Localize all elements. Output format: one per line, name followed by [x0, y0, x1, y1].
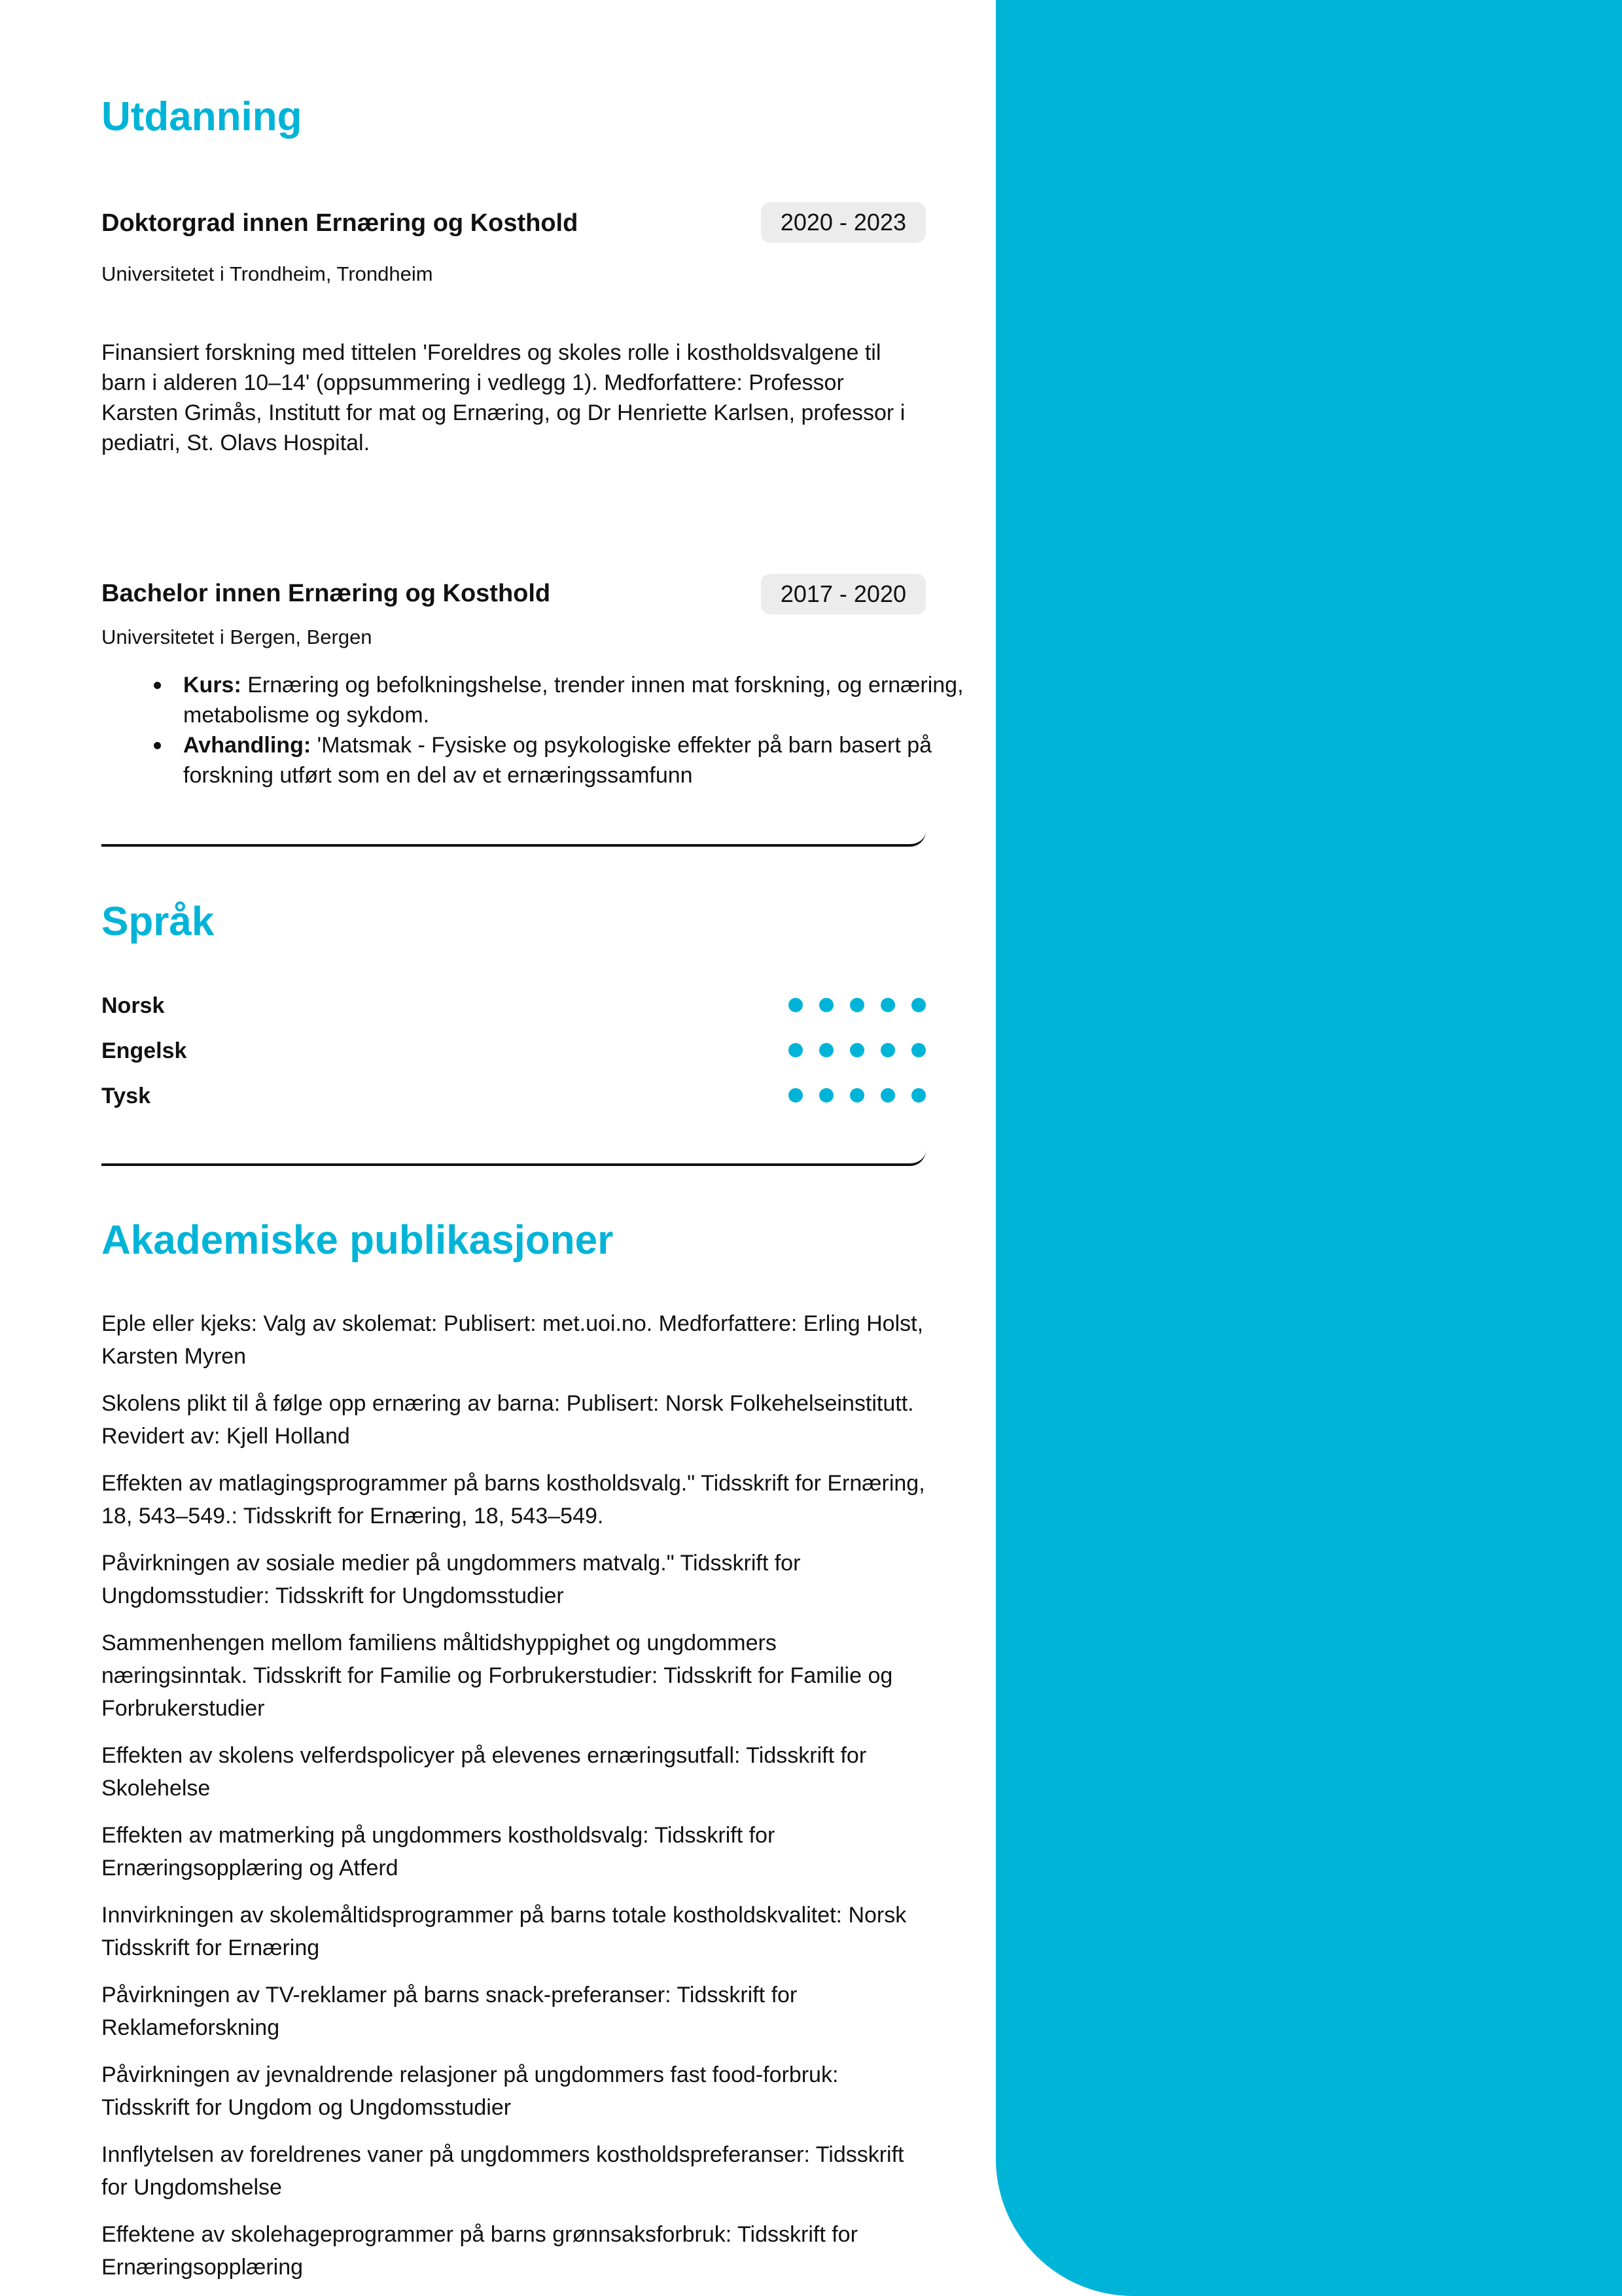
level-dot — [911, 998, 926, 1012]
language-level-dots — [788, 1043, 926, 1057]
education-entry-1-description: Finansiert forskning med tittelen 'Foreldres og skoles rolle i kostholdsvalgene til barn i alderen 10–14' (oppsummering i vedlegg 1). Medforfattere: Professor Karsten Grimås, Institutt for mat og Ernæring, og Dr Henriette Karlsen, professor i pediatri, St. Olavs Hospital. — [101, 340, 906, 455]
publication-item: Effekten av skolens velferdspolicyer på elevenes ernæringsutfall: Tidsskrift for Skolehelse — [101, 1743, 867, 1801]
publication-item: Påvirkningen av sosiale medier på ungdommers matvalg." Tidsskrift for Ungdomsstudier: Tidsskrift for Ungdomsstudier — [101, 1551, 801, 1608]
publication-item: Effekten av matlagingsprogrammer på barns kostholdsvalg." Tidsskrift for Ernæring, 18, 543–549.: Tidsskrift for Ernæring, 18, 543–549. — [101, 1471, 925, 1528]
language-row — [101, 1083, 926, 1109]
bullet-label: Avhandling: — [183, 733, 311, 758]
bullet-item — [183, 730, 1008, 790]
education-entry-1-degree: Doktorgrad innen Ernæring og Kosthold — [101, 209, 578, 237]
level-dot — [881, 1043, 895, 1057]
languages-heading: Språk — [101, 899, 215, 944]
publication-item: Innflytelsen av foreldrenes vaner på ungdommers kostholdspreferanser: Tidsskrift for Ungdomshelse — [101, 2142, 904, 2200]
publication-item: Påvirkningen av TV-reklamer på barns snack-preferanser: Tidsskrift for Reklameforskning — [101, 1983, 798, 2040]
level-dot — [788, 1043, 803, 1057]
education-entry-2-institution: Universitetet i Bergen, Bergen — [101, 626, 372, 648]
language-name: Tysk — [101, 1084, 150, 1108]
language-level-dots — [788, 1088, 926, 1103]
language-row — [101, 993, 926, 1019]
level-dot — [881, 1088, 895, 1103]
publication-item: Skolens plikt til å følge opp ernæring av barna: Publisert: Norsk Folkehelseinstitutt. Revidert av: Kjell Holland — [101, 1391, 914, 1449]
education-entry-2-degree: Bachelor innen Ernæring og Kosthold — [101, 580, 551, 607]
publication-item: Effekten av matmerking på ungdommers kostholdsvalg: Tidsskrift for Ernæringsopplæring og Atferd — [101, 1823, 775, 1881]
level-dot — [819, 998, 834, 1012]
section-divider — [101, 1150, 926, 1166]
level-dot — [911, 1043, 926, 1057]
publication-item: Innvirkningen av skolemåltidsprogrammer på barns totale kostholdskvalitet: Norsk Tidsskrift for Ernæring — [101, 1903, 907, 1960]
education-entry-1-institution: Universitetet i Trondheim, Trondheim — [101, 262, 433, 285]
level-dot — [788, 1088, 803, 1103]
section-divider — [101, 831, 926, 847]
language-level-dots — [788, 998, 926, 1012]
publication-item: Eple eller kjeks: Valg av skolemat: Publisert: met.uoi.no. Medforfattere: Erling Holst, Karsten Myren — [101, 1311, 924, 1369]
education-entry-1-dates: 2020 - 2023 — [761, 202, 926, 243]
publications-heading: Akademiske publikasjoner — [101, 1218, 614, 1263]
publication-item: Sammenhengen mellom familiens måltidshyppighet og ungdommers næringsinntak. Tidsskrift for Familie og Forbrukerstudier: Tidsskrift for Familie og Forbrukerstudier — [101, 1631, 893, 1721]
bullet-text: Ernæring og befolkningshelse, trender innen mat forskning, og ernæring, metabolisme og sykdom. — [183, 673, 964, 728]
level-dot — [819, 1088, 834, 1103]
level-dot — [788, 998, 803, 1012]
bullet-item — [183, 670, 1008, 730]
language-name: Engelsk — [101, 1038, 187, 1063]
publication-item: Effektene av skolehageprogrammer på barns grønnsaksforbruk: Tidsskrift for Ernæringsopplæring — [101, 2222, 858, 2280]
bullet-text: 'Matsmak - Fysiske og psykologiske effekter på barn basert på forskning utført som en del av et ernæringssamfunn — [183, 733, 932, 788]
level-dot — [881, 998, 895, 1012]
sidebar-accent-panel — [996, 0, 1622, 2296]
level-dot — [819, 1043, 834, 1057]
publication-item: Påvirkningen av jevnaldrende relasjoner på ungdommers fast food-forbruk: Tidsskrift for Ungdom og Ungdomsstudier — [101, 2062, 839, 2120]
language-name: Norsk — [101, 993, 165, 1018]
level-dot — [850, 1088, 864, 1103]
language-row — [101, 1038, 926, 1064]
level-dot — [850, 998, 864, 1012]
education-entry-2-bullets — [101, 670, 1008, 790]
level-dot — [850, 1043, 864, 1057]
education-entry-2-dates: 2017 - 2020 — [761, 574, 926, 614]
bullet-label: Kurs: — [183, 673, 241, 698]
level-dot — [911, 1088, 926, 1103]
education-heading: Utdanning — [101, 94, 302, 139]
